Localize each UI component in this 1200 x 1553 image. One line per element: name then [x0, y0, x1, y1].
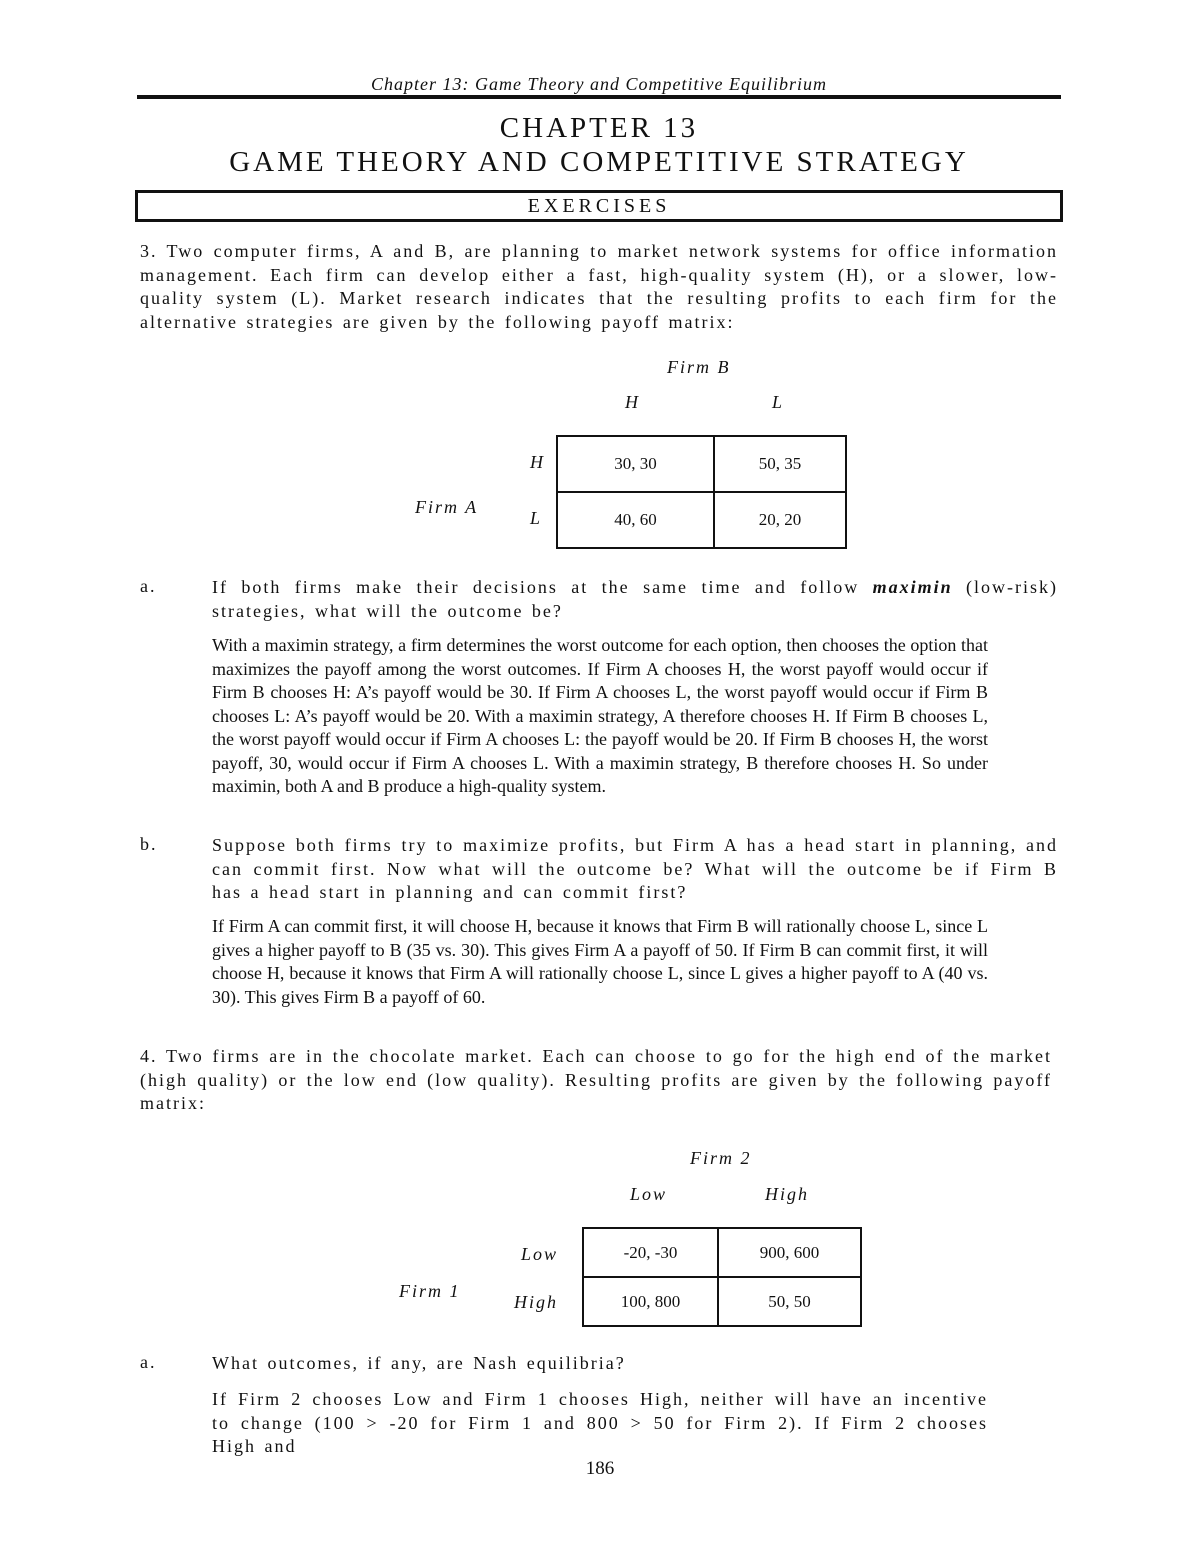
matrix-2-row-player: Firm 1 [399, 1281, 461, 1301]
running-header: Chapter 13: Game Theory and Competitive Equilibrium [371, 74, 827, 94]
exercise-3-part-a-answer: With a maximin strategy, a firm determines the worst outcome for each option, then chooses the option that maximizes the payoff among the worst outcomes. If Firm A chooses H, the worst payoff would occur if Firm B chooses H: A’s payoff would be 30. If Firm A chooses L, the worst payoff would occur if Firm B chooses L: A’s payoff would be 20. With a maximin strategy, A therefore chooses H. If Firm B chooses L, the worst payoff would occur if Firm A chooses L: the payoff would be 20. If Firm B chooses H, the worst payoff, 30, would occur if Firm A chooses L. With a maximin strategy, B therefore chooses H. So under maximin, both A and B produce a high-quality system. [212, 635, 988, 796]
exercise-3-part-a-question: If both firms make their decisions at the same time and follow maximin (low-risk) strategies, what will the outcome be? [212, 577, 1059, 621]
exercise-4-part-a-answer: If Firm 2 chooses Low and Firm 1 chooses High, neither will have an incentive to change (100 > -20 for Firm 1 and 800 > 50 for Firm 2). If Firm 2 chooses High and [212, 1389, 988, 1456]
matrix-1-row-player: Firm A [415, 497, 479, 517]
exercise-4-prompt: 4. Two firms are in the chocolate market. Each can choose to go for the high end of the market (high quality) or the low end (low quality). Resulting profits are given by the following payoff matrix: [140, 1046, 1052, 1113]
matrix-2-row-label-high: High [514, 1292, 558, 1312]
matrix-1-col-label-h: H [625, 392, 640, 412]
exercise-3-part-b-question: Suppose both firms try to maximize profits, but Firm A has a head start in planning, and can commit first. Now what will the outcome be? What will the outcome be if Firm B has a head start in planning and can commit first? [212, 835, 1058, 902]
exercise-3-part-b-marker: b. [140, 834, 158, 854]
payoff-cell: 30, 30 [557, 436, 714, 492]
payoff-cell: 100, 800 [583, 1277, 718, 1326]
payoff-matrix-1 [556, 435, 847, 549]
chapter-number: CHAPTER 13 [499, 112, 699, 144]
payoff-cell: 50, 50 [718, 1277, 861, 1326]
header-rule [137, 95, 1061, 99]
matrix-2-col-player: Firm 2 [690, 1148, 752, 1168]
payoff-cell: 900, 600 [718, 1228, 861, 1277]
matrix-2-col-label-high: High [765, 1184, 809, 1204]
exercise-4-part-a-marker: a. [140, 1352, 157, 1372]
matrix-1-col-player: Firm B [667, 357, 731, 377]
exercise-3-prompt: 3. Two computer firms, A and B, are planning to market network systems for office information management. Each firm can develop either a fast, high-quality system (H), or a slower, low-quality system (L). Market research indicates that the resulting profits to each firm for the alternative strategies are given by the following payoff matrix: [140, 241, 1058, 332]
matrix-2-row-label-low: Low [521, 1244, 559, 1264]
exercise-3-part-a-marker: a. [140, 576, 157, 596]
exercise-3-part-b-answer: If Firm A can commit first, it will choose H, because it knows that Firm B will rationally choose L, since L gives a higher payoff to B (35 vs. 30). This gives Firm A a payoff of 50. If Firm B can commit first, it will choose H, because it knows that Firm A will rationally choose L, since L gives a higher payoff to A (40 vs. 30). This gives Firm B a payoff of 60. [212, 916, 988, 1007]
matrix-1-row-label-l: L [530, 508, 543, 528]
exercise-4-part-a-question: What outcomes, if any, are Nash equilibria? [212, 1353, 626, 1373]
exercises-section-heading: EXERCISES [135, 190, 1063, 222]
matrix-1-col-label-l: L [772, 392, 785, 412]
chapter-title: GAME THEORY AND COMPETITIVE STRATEGY [229, 146, 969, 178]
payoff-matrix-2 [582, 1227, 862, 1327]
payoff-cell: 40, 60 [557, 492, 714, 548]
payoff-cell: 20, 20 [714, 492, 846, 548]
matrix-1-row-label-h: H [530, 452, 545, 472]
payoff-cell: -20, -30 [583, 1228, 718, 1277]
payoff-cell: 50, 35 [714, 436, 846, 492]
matrix-2-col-label-low: Low [630, 1184, 668, 1204]
page-number: 186 [585, 1458, 615, 1479]
